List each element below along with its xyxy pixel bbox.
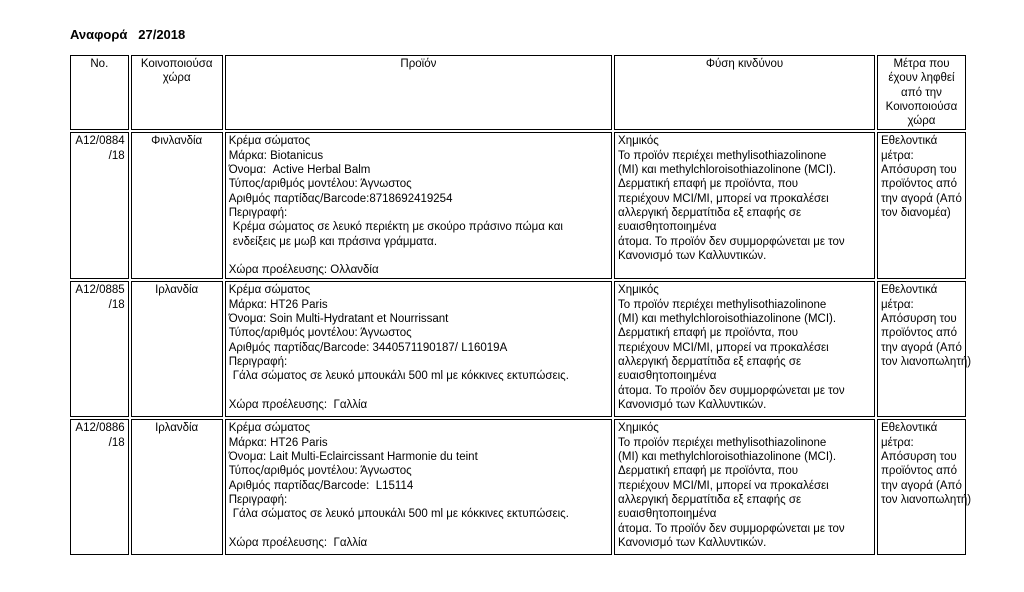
risk-line: Το προϊόν περιέχει methylisothiazolinone xyxy=(618,436,827,449)
risk-line: άτομα. Το προϊόν δεν συμμορφώνεται με τον xyxy=(618,235,845,248)
header-measures: Μέτρα που έχουν ληφθεί από την Κοινοποιούσα χώρα xyxy=(877,55,966,130)
risk-line: Χημικός xyxy=(618,284,659,297)
cell-product xyxy=(225,419,612,555)
alert-year: /18 xyxy=(108,149,125,162)
product-description-label: Περιγραφή: xyxy=(228,206,288,219)
cell-risk xyxy=(614,281,875,417)
alert-number: A12/0884 xyxy=(75,135,125,148)
cell-no xyxy=(70,281,129,417)
cell-no xyxy=(70,132,129,279)
product-description: Γάλα σώματος σε λευκό μπουκάλι 500 ml με κόκκινες εκτυπώσεις. xyxy=(232,370,569,383)
product-brand: Μάρκα: Biotanicus xyxy=(228,149,324,162)
measures-line: τον λιανοπωλητή) xyxy=(880,355,972,368)
report-number: 27/2018 xyxy=(138,27,186,42)
measures-line: Εθελοντικά xyxy=(880,284,938,297)
measures-line: προϊόντος από xyxy=(880,178,958,191)
measures-line: μέτρα: xyxy=(880,436,914,449)
product-name: Όνομα: Active Herbal Balm xyxy=(228,164,371,177)
risk-line: περιέχουν MCI/MI, μπορεί να προκαλέσει xyxy=(618,479,829,492)
risk-line: αλλεργική δερματίτιδα εξ επαφής σε xyxy=(618,493,802,506)
measures-line: μέτρα: xyxy=(880,149,914,162)
risk-line: αλλεργική δερματίτιδα εξ επαφής σε xyxy=(618,355,802,368)
cell-risk xyxy=(614,419,875,555)
measures-line: Απόσυρση του xyxy=(880,451,957,464)
risk-line: (MI) και methylchloroisothiazolinone (MCI). xyxy=(618,164,837,177)
product-model: Τύπος/αριθμός μοντέλου: Άγνωστος xyxy=(228,465,412,478)
report-title xyxy=(70,27,185,42)
risk-line: Δερματική επαφή με προϊόντα, που xyxy=(618,327,799,340)
risk-line: περιέχουν MCI/MI, μπορεί να προκαλέσει xyxy=(618,341,829,354)
risk-line: αλλεργική δερματίτιδα εξ επαφής σε xyxy=(618,206,802,219)
cell-measures xyxy=(877,419,972,555)
product-description-label: Περιγραφή: xyxy=(228,493,288,506)
risk-line: Δερματική επαφή με προϊόντα, που xyxy=(618,178,799,191)
risk-line: Κανονισμό των Καλλυντικών. xyxy=(618,536,767,549)
cell-no xyxy=(70,419,129,555)
header-risk: Φύση κινδύνου xyxy=(614,55,875,130)
measures-line: την αγορά (Από xyxy=(880,192,962,205)
product-type: Κρέμα σώματος xyxy=(228,135,311,148)
alert-year: /18 xyxy=(108,436,125,449)
product-description: Κρέμα σώματος σε λευκό περιέκτη με σκούρο πράσινο πώμα και ενδείξεις με μωβ και πράσινα γράμματα. xyxy=(232,221,563,248)
header-no: No. xyxy=(70,55,129,130)
product-origin: Χώρα προέλευσης: Γαλλία xyxy=(228,398,368,411)
measures-line: την αγορά (Από xyxy=(880,341,962,354)
measures-line: τον διανομέα) xyxy=(880,206,951,219)
measures-line: προϊόντος από xyxy=(880,327,958,340)
cell-measures xyxy=(877,132,966,279)
product-brand: Μάρκα: HT26 Paris xyxy=(228,436,328,449)
measures-line: Απόσυρση του xyxy=(880,164,957,177)
measures-line: Εθελοντικά xyxy=(880,135,938,148)
cell-measures xyxy=(877,281,972,417)
product-model: Τύπος/αριθμός μοντέλου: Άγνωστος xyxy=(228,178,412,191)
alerts-table xyxy=(68,53,972,557)
product-name: Όνομα: Lait Multi-Eclaircissant Harmonie du teint xyxy=(228,451,478,464)
table-row xyxy=(70,419,966,555)
risk-line: Το προϊόν περιέχει methylisothiazolinone xyxy=(618,298,827,311)
risk-line: (MI) και methylchloroisothiazolinone (MCI). xyxy=(618,451,837,464)
product-brand: Μάρκα: HT26 Paris xyxy=(228,298,328,311)
alert-number: A12/0885 xyxy=(75,284,125,297)
risk-line: περιέχουν MCI/MI, μπορεί να προκαλέσει xyxy=(618,192,829,205)
risk-line: Το προϊόν περιέχει methylisothiazolinone xyxy=(618,149,827,162)
product-barcode: Αριθμός παρτίδας/Barcode:8718692419254 xyxy=(228,192,453,205)
measures-line: την αγορά (Από xyxy=(880,479,962,492)
product-barcode: Αριθμός παρτίδας/Barcode: L15114 xyxy=(228,479,414,492)
measures-line: προϊόντος από xyxy=(880,465,958,478)
cell-product xyxy=(225,132,612,279)
measures-line: Απόσυρση του xyxy=(880,313,957,326)
product-description: Γάλα σώματος σε λευκό μπουκάλι 500 ml με κόκκινες εκτυπώσεις. xyxy=(232,508,569,521)
risk-line: Χημικός xyxy=(618,422,659,435)
header-row xyxy=(70,55,966,130)
product-type: Κρέμα σώματος xyxy=(228,284,311,297)
risk-line: άτομα. Το προϊόν δεν συμμορφώνεται με τον xyxy=(618,522,845,535)
cell-risk xyxy=(614,132,875,279)
risk-line: (MI) και methylchloroisothiazolinone (MCI). xyxy=(618,313,837,326)
measures-line: μέτρα: xyxy=(880,298,914,311)
product-origin: Χώρα προέλευσης: Ολλανδία xyxy=(228,264,379,277)
risk-line: ευαισθητοποιημένα xyxy=(618,370,717,383)
header-country: Κοινοποιούσα χώρα xyxy=(131,55,223,130)
product-type: Κρέμα σώματος xyxy=(228,422,311,435)
product-description-label: Περιγραφή: xyxy=(228,355,288,368)
cell-country: Ιρλανδία xyxy=(131,281,223,417)
risk-line: Κανονισμό των Καλλυντικών. xyxy=(618,249,767,262)
alert-year: /18 xyxy=(108,298,125,311)
table-row xyxy=(70,132,966,279)
header-product: Προϊόν xyxy=(225,55,612,130)
measures-line: Εθελοντικά xyxy=(880,422,938,435)
risk-line: Δερματική επαφή με προϊόντα, που xyxy=(618,465,799,478)
table-row xyxy=(70,281,966,417)
risk-line: ευαισθητοποιημένα xyxy=(618,221,717,234)
risk-line: ευαισθητοποιημένα xyxy=(618,508,717,521)
alert-number: A12/0886 xyxy=(75,422,125,435)
product-name: Όνομα: Soin Multi-Hydratant et Nourrissant xyxy=(228,313,449,326)
cell-country: Φινλανδία xyxy=(131,132,223,279)
measures-line: τον λιανοπωλητή) xyxy=(880,493,972,506)
product-origin: Χώρα προέλευσης: Γαλλία xyxy=(228,536,368,549)
risk-line: Χημικός xyxy=(618,135,659,148)
report-label: Αναφορά xyxy=(70,27,128,42)
cell-product xyxy=(225,281,612,417)
risk-line: Κανονισμό των Καλλυντικών. xyxy=(618,398,767,411)
risk-line: άτομα. Το προϊόν δεν συμμορφώνεται με τον xyxy=(618,384,845,397)
cell-country: Ιρλανδία xyxy=(131,419,223,555)
product-model: Τύπος/αριθμός μοντέλου: Άγνωστος xyxy=(228,327,412,340)
product-barcode: Αριθμός παρτίδας/Barcode: 3440571190187/ L16019A xyxy=(228,341,508,354)
